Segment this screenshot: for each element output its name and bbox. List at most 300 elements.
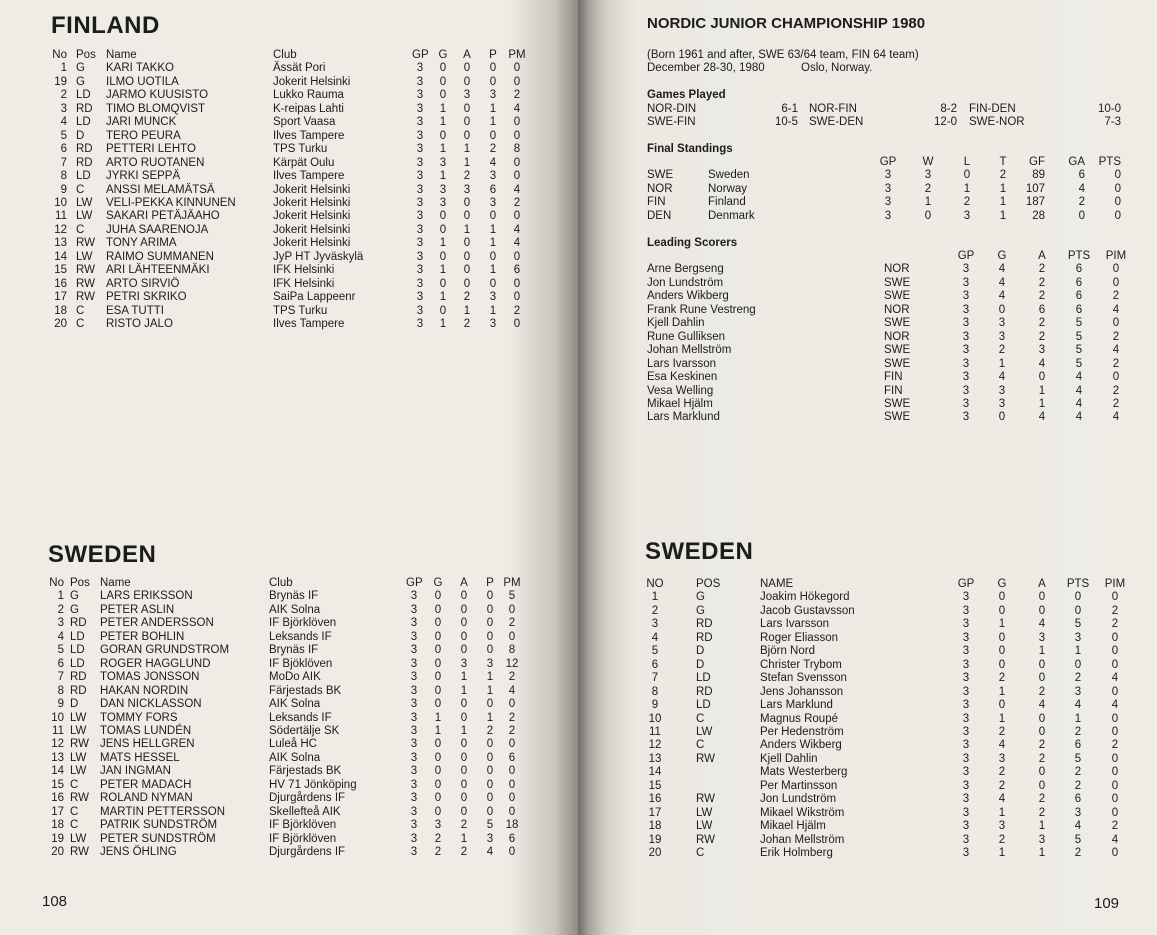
player-club: Ilves Tampere: [273, 170, 345, 183]
sweden-left-roster-table: [0, 577, 578, 867]
stat-a: 1: [460, 724, 468, 737]
stat-gp: 3: [410, 738, 418, 751]
player-name: JENS ÖHLING: [100, 846, 177, 858]
stat-g: 3: [439, 156, 447, 169]
player-position: LD: [70, 657, 85, 670]
player-name: ESA TUTTI: [106, 304, 164, 317]
sweden-player-row: [0, 806, 578, 819]
stat-g: 0: [998, 303, 1006, 316]
stat-gp: 3: [410, 724, 418, 737]
finland-player-row: [0, 278, 578, 291]
stat-g: 2: [998, 766, 1006, 779]
stat-gp: 3: [962, 699, 970, 712]
stat-t: 1: [999, 209, 1007, 222]
player-club: Skellefteå AIK: [269, 805, 341, 818]
stat-gp: 3: [410, 657, 418, 670]
stat-g: 4: [998, 371, 1006, 384]
player-position: RW: [70, 846, 89, 858]
player-number: 1: [60, 62, 67, 75]
stat-g: 0: [434, 792, 442, 805]
stat-p: 0: [489, 250, 497, 263]
player-club: Färjestads BK: [269, 765, 342, 778]
stat-gp: 3: [962, 330, 970, 343]
stat-a: 2: [1038, 263, 1046, 276]
stat-p: 0: [486, 698, 494, 711]
stat-p: 1: [486, 711, 494, 724]
stat-gp: 3: [410, 698, 418, 711]
player-name: RAIMO SUMMANEN: [106, 250, 214, 263]
player-number: 3: [57, 617, 64, 630]
stat-a: 0: [460, 751, 468, 764]
stat-pm: 2: [513, 304, 521, 317]
player-position: C: [70, 778, 79, 791]
sweden-player-row: [0, 604, 578, 617]
player-name: PETER MADACH: [100, 778, 192, 791]
stat-g: 0: [439, 223, 447, 236]
player-number: 11: [52, 724, 64, 737]
player-name: RISTO JALO: [106, 318, 173, 330]
sweden-player-row: [578, 618, 1157, 631]
player-number: 16: [51, 792, 64, 805]
player-number: 9: [651, 699, 659, 712]
player-name-header: Name: [106, 49, 137, 61]
player-number: 7: [57, 671, 64, 684]
stat-w-header: W: [922, 156, 934, 168]
stat-pm: 0: [508, 792, 516, 805]
stat-p: 1: [489, 304, 497, 317]
sweden-player-row: [578, 739, 1157, 752]
stat-gp: 3: [410, 778, 418, 791]
player-position: C: [696, 739, 705, 752]
stat-gp: 3: [962, 263, 970, 276]
game-pair: SWE-FIN: [647, 116, 696, 129]
stat-pim: 4: [1112, 303, 1120, 316]
stat-gp: 3: [962, 357, 970, 370]
stat-gp: 3: [962, 604, 970, 617]
stat-gf: 187: [1025, 196, 1045, 209]
player-position: C: [696, 847, 705, 859]
stat-g: 1: [439, 143, 447, 156]
stat-gp: 3: [416, 129, 424, 142]
stat-ga: 4: [1078, 182, 1085, 195]
stat-a: 0: [463, 116, 471, 129]
player-name: Lars Ivarsson: [760, 618, 830, 631]
stat-pim: 0: [1111, 766, 1119, 779]
player-position: C: [76, 304, 85, 317]
stat-gp: 3: [962, 631, 970, 644]
player-club: JyP HT Jyväskylä: [273, 250, 364, 263]
stat-a: 2: [1038, 276, 1046, 289]
player-position: RD: [696, 618, 713, 631]
stat-p: 0: [486, 603, 494, 616]
scorer-name: Lars Marklund: [647, 411, 720, 424]
stat-gp: 3: [962, 290, 970, 303]
stat-pm: 6: [508, 751, 516, 764]
sweden-player-row: [578, 699, 1157, 712]
stat-pm: 8: [513, 143, 521, 156]
team-code: SWE: [647, 169, 674, 182]
player-name: ROLAND NYMAN: [100, 792, 193, 805]
player-position: G: [76, 75, 85, 88]
player-club: Djurgårdens IF: [269, 846, 346, 858]
stat-pm: 0: [513, 62, 521, 75]
stat-g: 0: [998, 658, 1006, 671]
scorer-team: NOR: [884, 303, 910, 316]
scorer-row: [578, 411, 1157, 424]
scorer-name: Mikael Hjälm: [647, 397, 713, 410]
scorer-name: Jon Lundström: [647, 276, 724, 289]
stat-g: 0: [434, 698, 442, 711]
player-position: G: [70, 590, 79, 603]
stat-p: 1: [489, 223, 497, 236]
stat-a: 0: [460, 792, 468, 805]
stat-pts: 5: [1075, 330, 1083, 343]
stat-gp: 3: [416, 89, 424, 102]
stat-g: 0: [434, 738, 442, 751]
stat-pim: 0: [1112, 371, 1120, 384]
team-code: DEN: [647, 209, 672, 222]
stat-pim: 2: [1112, 357, 1120, 370]
player-position: RD: [70, 617, 87, 630]
scorer-name: Esa Keskinen: [647, 371, 718, 384]
stat-pm-header: PM: [508, 49, 526, 61]
stat-g: 0: [439, 129, 447, 142]
stat-pts: 4: [1075, 397, 1083, 410]
sweden-player-row: [578, 632, 1157, 645]
stat-pts: 6: [1075, 276, 1083, 289]
player-club: Ilves Tampere: [273, 129, 345, 142]
stat-pim: 4: [1111, 699, 1119, 712]
scorer-team: SWE: [884, 357, 911, 370]
sweden-player-row: [578, 780, 1157, 793]
stat-pm: 0: [513, 129, 521, 142]
stat-a: 3: [463, 183, 471, 196]
finland-player-row: [0, 237, 578, 250]
stat-a: 0: [1038, 779, 1046, 792]
stat-g: 4: [998, 739, 1006, 752]
info-line-2-place: Oslo, Norway.: [801, 62, 873, 74]
player-number: 8: [57, 684, 64, 697]
stat-g: 0: [434, 684, 442, 697]
stat-ga: 0: [1078, 209, 1085, 222]
stat-gp: 3: [416, 170, 424, 183]
stat-pim: 2: [1112, 397, 1120, 410]
stat-a: 0: [460, 590, 468, 603]
stat-g: 4: [998, 290, 1006, 303]
stat-gp: 3: [416, 183, 424, 196]
player-club: IF Björklöven: [269, 832, 337, 845]
player-club-header: Club: [269, 577, 293, 589]
player-number: 5: [60, 129, 67, 142]
stat-a: 0: [463, 277, 471, 290]
stat-gp: 3: [410, 792, 418, 805]
stat-g: 1: [439, 102, 447, 115]
player-name: PETER SUNDSTRÖM: [100, 832, 216, 845]
finland-player-row: [0, 89, 578, 102]
stat-pts: 4: [1075, 411, 1083, 424]
game-score: 10-5: [774, 116, 798, 129]
stat-gp: 3: [962, 344, 970, 357]
scorer-row: [578, 344, 1157, 357]
player-number: 3: [60, 102, 67, 115]
player-name: TOMAS LUNDÉN: [100, 724, 192, 737]
game-score: 6-1: [781, 103, 798, 115]
stat-p: 0: [486, 617, 494, 630]
player-name: Per Hedenström: [760, 725, 844, 738]
scorer-row: [578, 331, 1157, 344]
player-number: 16: [648, 793, 662, 806]
stat-pts: 4: [1074, 699, 1082, 712]
scorer-team: SWE: [884, 397, 911, 410]
player-name: PETRI SKRIKO: [106, 291, 187, 304]
stat-gp: 3: [410, 630, 418, 643]
stat-t: 1: [999, 196, 1007, 209]
player-position: LD: [696, 672, 711, 685]
player-club: Jokerit Helsinki: [273, 237, 351, 250]
player-name: Jacob Gustavsson: [760, 604, 855, 617]
player-position-header: Pos: [70, 577, 90, 589]
game-pair: SWE-DEN: [809, 116, 864, 129]
stat-a-header: A: [1038, 578, 1046, 590]
scorer-name: Rune Gulliksen: [647, 330, 725, 343]
scorer-name: Anders Wikberg: [647, 290, 729, 303]
stat-g: 0: [439, 277, 447, 290]
stat-gp: 3: [962, 645, 970, 658]
stat-p: 1: [486, 684, 494, 697]
stat-g: 0: [434, 644, 442, 657]
scorer-row: [578, 263, 1157, 276]
stat-pm: 6: [508, 832, 516, 845]
sweden-player-row: [0, 725, 578, 738]
championship-title: NORDIC JUNIOR CHAMPIONSHIP 1980: [647, 15, 926, 32]
player-number: 8: [651, 685, 659, 698]
scorer-name: Vesa Welling: [647, 384, 714, 397]
scorer-name: Johan Mellström: [647, 344, 732, 357]
stat-a-header: A: [460, 577, 468, 589]
stat-a: 1: [463, 223, 471, 236]
stat-pim: 2: [1111, 820, 1119, 833]
player-position: C: [70, 819, 79, 832]
stat-gp: 3: [884, 182, 892, 195]
final-standings-label: Final Standings: [647, 143, 733, 155]
player-name: TONY ARIMA: [106, 237, 177, 250]
stat-g: 4: [998, 793, 1006, 806]
stat-g: 3: [998, 330, 1006, 343]
sweden-player-row: [0, 752, 578, 765]
stat-a: 0: [463, 102, 471, 115]
player-number: 3: [651, 618, 659, 631]
stat-pim: 2: [1112, 384, 1120, 397]
player-number: 13: [51, 751, 64, 764]
stat-pim: 0: [1111, 793, 1119, 806]
stat-a: 0: [463, 129, 471, 142]
player-name: JAN INGMAN: [100, 765, 171, 778]
player-position: LD: [76, 116, 91, 129]
stat-g: 3: [998, 384, 1006, 397]
player-name: PETER ASLIN: [100, 603, 175, 616]
player-name: Roger Eliasson: [760, 631, 838, 644]
stat-pm: 2: [508, 617, 516, 630]
stat-gp: 3: [416, 237, 424, 250]
stat-pim: 2: [1111, 618, 1119, 631]
game-score: 8-2: [940, 103, 957, 115]
stat-pm: 0: [508, 805, 516, 818]
stat-gp: 3: [416, 304, 424, 317]
player-number-header: No: [49, 577, 64, 589]
player-name: Johan Mellström: [760, 833, 845, 846]
player-number: 9: [60, 183, 67, 196]
player-name: TOMAS JONSSON: [100, 671, 200, 684]
scorer-team: SWE: [884, 290, 911, 303]
scorer-team: SWE: [884, 317, 911, 330]
stat-gp: 3: [962, 752, 970, 765]
stat-gp: 3: [962, 276, 970, 289]
player-position: LW: [76, 250, 93, 263]
stat-a: 2: [463, 318, 471, 330]
scorer-row: [578, 290, 1157, 303]
stat-p: 0: [486, 792, 494, 805]
sweden-player-row: [578, 605, 1157, 618]
standings-row: [578, 183, 1157, 196]
stat-pim: 4: [1112, 411, 1120, 424]
scorer-row: [578, 277, 1157, 290]
stat-g: 0: [434, 751, 442, 764]
stat-l: 3: [963, 209, 971, 222]
stat-pts: 1: [1074, 712, 1082, 725]
stat-a: 0: [460, 765, 468, 778]
left-page: [0, 0, 578, 935]
stat-gp: 3: [962, 317, 970, 330]
player-name: TIMO BLOMQVIST: [106, 102, 206, 115]
stat-pm-header: PM: [503, 577, 521, 589]
stat-gp: 3: [962, 672, 970, 685]
player-number: 15: [648, 779, 662, 792]
player-club: Sport Vaasa: [273, 116, 336, 129]
stat-gp: 3: [962, 766, 970, 779]
player-position: RD: [696, 685, 713, 698]
player-position: RW: [696, 793, 715, 806]
stat-p: 0: [486, 778, 494, 791]
stat-pm: 0: [508, 698, 516, 711]
stat-a: 2: [1038, 290, 1046, 303]
stat-a: 2: [1038, 793, 1046, 806]
stat-p: 1: [486, 671, 494, 684]
sweden-player-row: [0, 846, 578, 859]
stat-pim-header: PIM: [1104, 578, 1126, 590]
stat-pts: 0: [1074, 591, 1082, 604]
stat-g: 0: [998, 699, 1006, 712]
stat-a: 0: [460, 738, 468, 751]
final-standings-table: [578, 156, 1157, 226]
stat-a: 0: [463, 250, 471, 263]
stat-a: 0: [460, 711, 468, 724]
stat-pm: 2: [513, 89, 521, 102]
stat-g: 1: [998, 712, 1006, 725]
player-position: C: [70, 805, 79, 818]
stat-a: 0: [463, 237, 471, 250]
stat-g: 1: [998, 618, 1006, 631]
stat-a: 0: [460, 603, 468, 616]
stat-a: 1: [460, 671, 468, 684]
stat-l: 1: [963, 182, 971, 195]
player-club: Ilves Tampere: [273, 318, 345, 330]
stat-gp: 3: [884, 209, 892, 222]
player-number: 18: [648, 820, 662, 833]
stat-a: 2: [1038, 739, 1046, 752]
finland-player-row: [0, 103, 578, 116]
stat-pim: 0: [1111, 779, 1119, 792]
team-name: Denmark: [708, 209, 755, 222]
stat-t-header: T: [999, 156, 1007, 168]
stat-pm: 0: [508, 846, 516, 858]
sweden-player-row: [578, 834, 1157, 847]
stat-gp: 3: [410, 644, 418, 657]
player-name: Mats Westerberg: [760, 766, 848, 779]
stat-gp: 3: [416, 250, 424, 263]
sweden-player-row: [0, 819, 578, 832]
player-club: IF Bjöklöven: [269, 657, 333, 670]
player-position: RW: [696, 833, 715, 846]
stat-pm: 4: [513, 223, 521, 236]
finland-player-row: [0, 305, 578, 318]
player-name-header: NAME: [760, 578, 794, 590]
player-position: LW: [76, 210, 93, 223]
stat-pts: 6: [1075, 263, 1083, 276]
stat-g: 4: [998, 276, 1006, 289]
player-name: KARI TAKKO: [106, 62, 174, 75]
stat-gp: 3: [410, 765, 418, 778]
stat-pm: 0: [513, 170, 521, 183]
stat-p: 0: [486, 751, 494, 764]
player-name: LARS ERIKSSON: [100, 590, 193, 603]
stat-a: 0: [460, 617, 468, 630]
player-position: G: [70, 603, 79, 616]
player-position: RD: [70, 671, 87, 684]
stat-g: 4: [998, 263, 1006, 276]
stat-p: 4: [486, 846, 494, 858]
stat-pts: 4: [1074, 820, 1082, 833]
stat-gp: 3: [410, 711, 418, 724]
stat-g: 0: [434, 778, 442, 791]
stat-g: 0: [998, 591, 1006, 604]
player-number: 16: [54, 277, 67, 290]
stat-g: 0: [434, 765, 442, 778]
stat-l-header: L: [963, 156, 971, 168]
player-name: Stefan Svensson: [760, 672, 847, 685]
player-club: AIK Solna: [269, 751, 321, 764]
stat-p: 6: [489, 183, 497, 196]
stat-p: 4: [489, 156, 497, 169]
sweden-player-row: [578, 807, 1157, 820]
stat-pts-header: PTS: [1067, 250, 1091, 262]
stat-a: 1: [460, 684, 468, 697]
stat-p: 0: [486, 644, 494, 657]
sweden-player-row: [578, 766, 1157, 779]
stat-gp: 3: [410, 590, 418, 603]
player-number: 15: [54, 264, 67, 277]
scorer-team: SWE: [884, 276, 911, 289]
player-name: Erik Holmberg: [760, 847, 833, 859]
game-pair: NOR-FIN: [809, 103, 857, 115]
player-number: 6: [651, 658, 659, 671]
player-name: JARI MUNCK: [106, 116, 177, 129]
stat-pm: 18: [505, 819, 519, 832]
stat-pim: 0: [1111, 645, 1119, 658]
page-number-left: 108: [42, 893, 68, 910]
stat-p: 1: [489, 264, 497, 277]
sweden-player-row: [0, 712, 578, 725]
player-name: MARTIN PETTERSSON: [100, 805, 226, 818]
